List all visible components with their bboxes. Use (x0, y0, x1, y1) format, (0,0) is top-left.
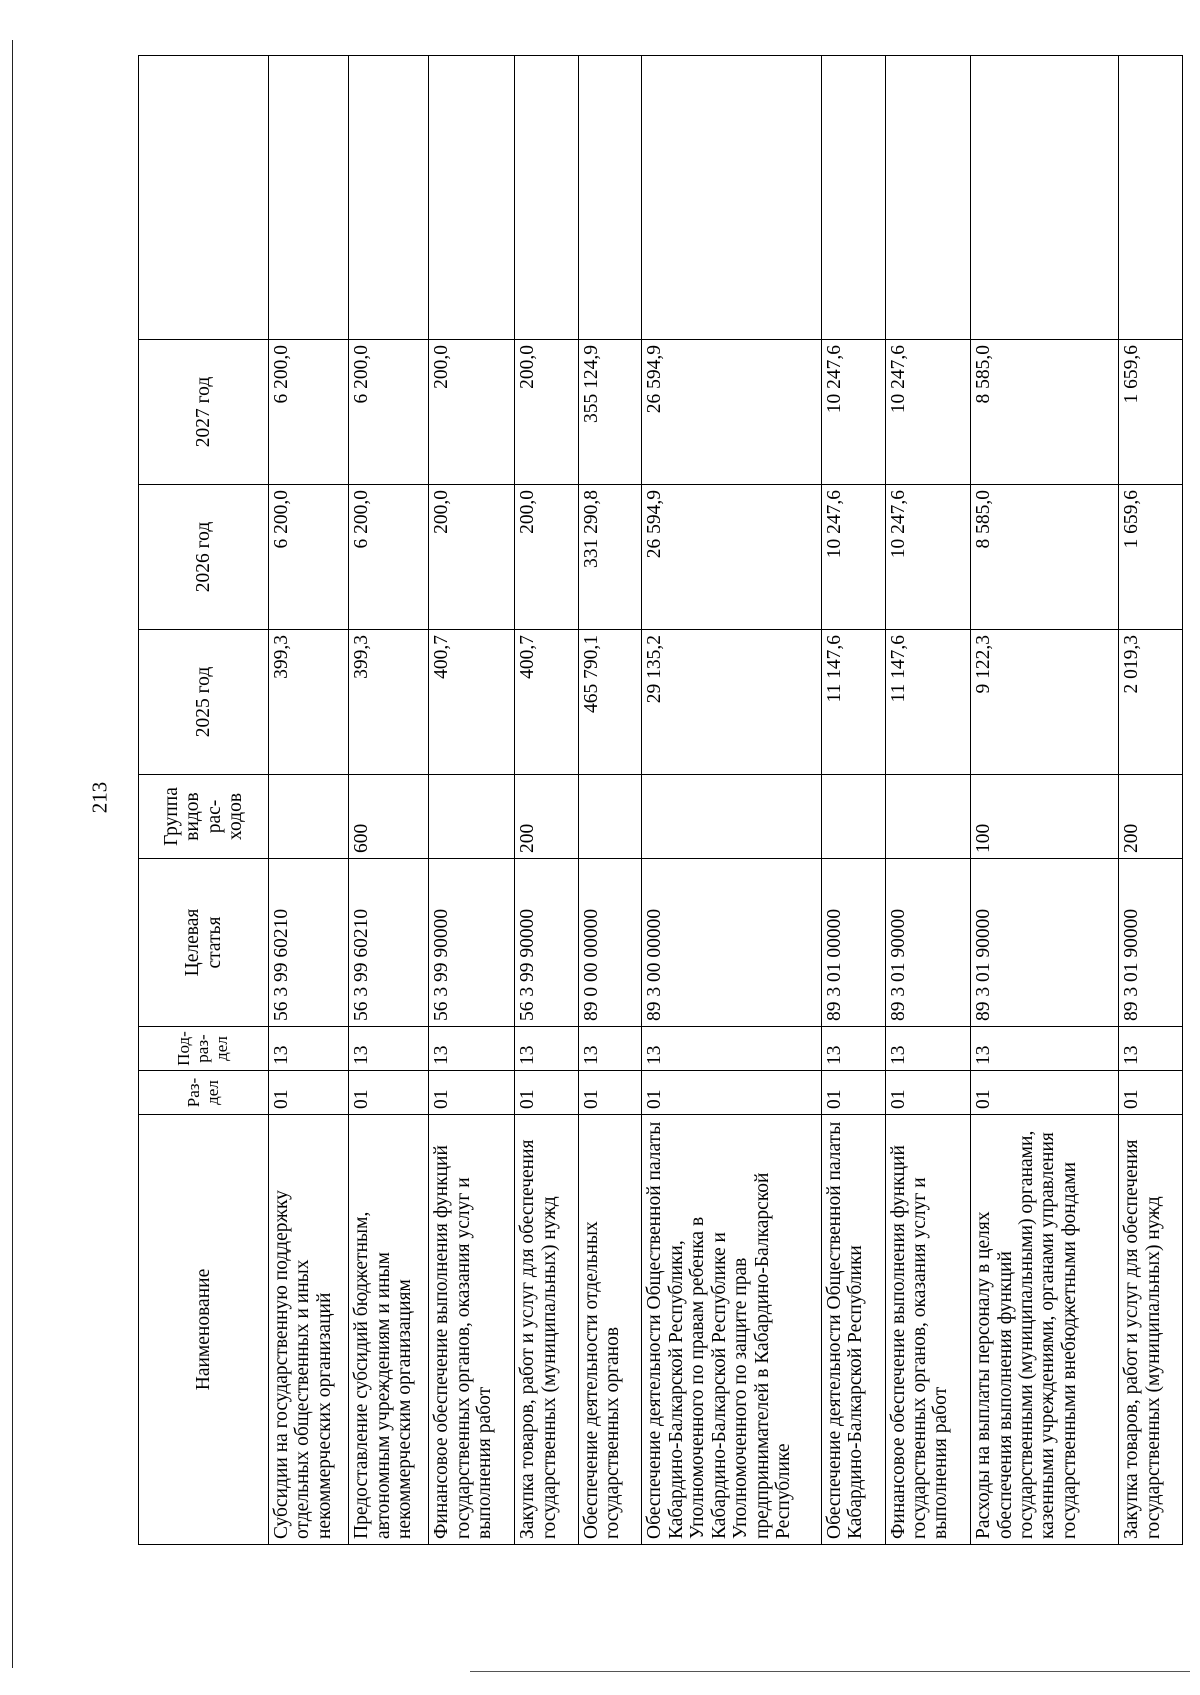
row-subsection: 13 (1119, 1027, 1183, 1071)
row-2026: 200,0 (429, 485, 515, 630)
budget-table (138, 55, 1183, 1545)
row-2026: 200,0 (515, 485, 579, 630)
row-target: 56 3 99 90000 (515, 859, 579, 1027)
row-group (429, 775, 515, 859)
row-group: 100 (971, 775, 1119, 859)
table-row (429, 56, 515, 1545)
header-section (139, 1071, 269, 1115)
row-2027: 6 200,0 (349, 340, 429, 485)
row-name: Закупка товаров, работ и услуг для обеспечения государственных (муниципальных) нужд (1119, 1115, 1183, 1545)
row-2027: 8 585,0 (971, 340, 1119, 485)
row-2026: 6 200,0 (269, 485, 349, 630)
row-group: 200 (515, 775, 579, 859)
table-row (642, 56, 821, 1545)
header-2026: 2026 год (139, 485, 269, 630)
table-body (269, 56, 1183, 1545)
row-subsection: 13 (515, 1027, 579, 1071)
row-2027: 355 124,9 (578, 340, 642, 485)
row-2026: 6 200,0 (349, 485, 429, 630)
table-row (885, 56, 971, 1545)
header-section-text: Раз- дел (183, 1077, 222, 1108)
row-group (821, 775, 885, 859)
row-name: Финансовое обеспечение выполнения функций государственных органов, оказания услуг и выполнения работ (885, 1115, 971, 1545)
page-number: 213 (87, 781, 112, 814)
row-name: Расходы на выплаты персоналу в целях обеспечения выполнения функций государственными (муниципальными) органами, казенными учреждениями, органами управления государственными внебюджетными фондами (971, 1115, 1119, 1545)
row-target: 56 3 99 60210 (349, 859, 429, 1027)
row-name: Обеспечение деятельности отдельных государственных органов (578, 1115, 642, 1545)
row-subsection: 13 (971, 1027, 1119, 1071)
row-section: 01 (349, 1071, 429, 1115)
row-section: 01 (269, 1071, 349, 1115)
row-name: Финансовое обеспечение выполнения функций государственных органов, оказания услуг и выполнения работ (429, 1115, 515, 1545)
row-target: 89 0 00 00000 (578, 859, 642, 1027)
row-2026: 1 659,6 (1119, 485, 1183, 630)
row-target: 89 3 01 00000 (821, 859, 885, 1027)
row-empty (821, 56, 885, 340)
row-2026: 26 594,9 (642, 485, 821, 630)
table-row (269, 56, 349, 1545)
row-empty (1119, 56, 1183, 340)
row-name: Обеспечение деятельности Общественной палаты Кабардино-Балкарской Республики (821, 1115, 885, 1545)
row-name: Субсидии на государственную поддержку отдельных общественных и иных некоммерческих организаций (269, 1115, 349, 1545)
row-section: 01 (1119, 1071, 1183, 1115)
row-2027: 26 594,9 (642, 340, 821, 485)
row-2027: 6 200,0 (269, 340, 349, 485)
row-section: 01 (429, 1071, 515, 1115)
row-section: 01 (821, 1071, 885, 1115)
row-section: 01 (642, 1071, 821, 1115)
header-empty (139, 56, 269, 340)
row-2027: 200,0 (429, 340, 515, 485)
row-empty (349, 56, 429, 340)
row-target: 89 3 01 90000 (885, 859, 971, 1027)
table-row (971, 56, 1119, 1545)
row-2025: 400,7 (515, 630, 579, 775)
row-section: 01 (885, 1071, 971, 1115)
row-target: 89 3 01 90000 (1119, 859, 1183, 1027)
left-margin-rule (12, 40, 13, 1668)
row-name: Обеспечение деятельности Общественной палаты Кабардино-Балкарской Республики, Уполномоченного по правам ребенка в Кабардино-Балкарской Республике и Уполномоченного по защите прав предпринимателей в Кабардино-Балкарской Республике (642, 1115, 821, 1545)
table-row (349, 56, 429, 1545)
row-subsection: 13 (578, 1027, 642, 1071)
header-group (139, 775, 269, 859)
row-2027: 10 247,6 (821, 340, 885, 485)
row-group (885, 775, 971, 859)
row-2027: 10 247,6 (885, 340, 971, 485)
row-group (642, 775, 821, 859)
row-2026: 331 290,8 (578, 485, 642, 630)
row-empty (971, 56, 1119, 340)
row-target: 89 3 01 90000 (971, 859, 1119, 1027)
row-subsection: 13 (269, 1027, 349, 1071)
row-subsection: 13 (429, 1027, 515, 1071)
header-subsection-text: Под- раз- дел (174, 1031, 231, 1066)
row-2025: 400,7 (429, 630, 515, 775)
table-row (1119, 56, 1183, 1545)
row-2025: 2 019,3 (1119, 630, 1183, 775)
row-2027: 1 659,6 (1119, 340, 1183, 485)
row-subsection: 13 (349, 1027, 429, 1071)
table-row (515, 56, 579, 1545)
row-2025: 399,3 (269, 630, 349, 775)
row-subsection: 13 (642, 1027, 821, 1071)
row-2025: 465 790,1 (578, 630, 642, 775)
row-2025: 11 147,6 (821, 630, 885, 775)
header-group-text: Группа видов рас- ходов (160, 787, 246, 846)
header-2027: 2027 год (139, 340, 269, 485)
row-empty (642, 56, 821, 340)
row-section: 01 (971, 1071, 1119, 1115)
row-2026: 8 585,0 (971, 485, 1119, 630)
row-empty (429, 56, 515, 340)
header-name: Наименование (139, 1115, 269, 1545)
rotated-table-container (138, 55, 1183, 1545)
table-row (578, 56, 642, 1545)
row-subsection: 13 (821, 1027, 885, 1071)
row-group: 200 (1119, 775, 1183, 859)
row-empty (515, 56, 579, 340)
row-section: 01 (578, 1071, 642, 1115)
row-section: 01 (515, 1071, 579, 1115)
table-row (821, 56, 885, 1545)
row-group (578, 775, 642, 859)
row-2025: 11 147,6 (885, 630, 971, 775)
row-empty (269, 56, 349, 340)
row-name: Закупка товаров, работ и услуг для обеспечения государственных (муниципальных) нужд (515, 1115, 579, 1545)
row-2025: 9 122,3 (971, 630, 1119, 775)
row-empty (885, 56, 971, 340)
row-target: 56 3 99 90000 (429, 859, 515, 1027)
row-target: 89 3 00 00000 (642, 859, 821, 1027)
bottom-margin-rule (470, 1671, 1190, 1672)
header-target-text: Целевая статья (182, 908, 225, 977)
row-empty (578, 56, 642, 340)
row-2025: 29 135,2 (642, 630, 821, 775)
header-2025: 2025 год (139, 630, 269, 775)
header-target (139, 859, 269, 1027)
row-2027: 200,0 (515, 340, 579, 485)
row-2025: 399,3 (349, 630, 429, 775)
row-2026: 10 247,6 (821, 485, 885, 630)
row-subsection: 13 (885, 1027, 971, 1071)
row-name: Предоставление субсидий бюджетным, автономным учреждениям и иным некоммерческим организациям (349, 1115, 429, 1545)
header-subsection (139, 1027, 269, 1071)
row-2026: 10 247,6 (885, 485, 971, 630)
row-group: 600 (349, 775, 429, 859)
row-target: 56 3 99 60210 (269, 859, 349, 1027)
row-group (269, 775, 349, 859)
